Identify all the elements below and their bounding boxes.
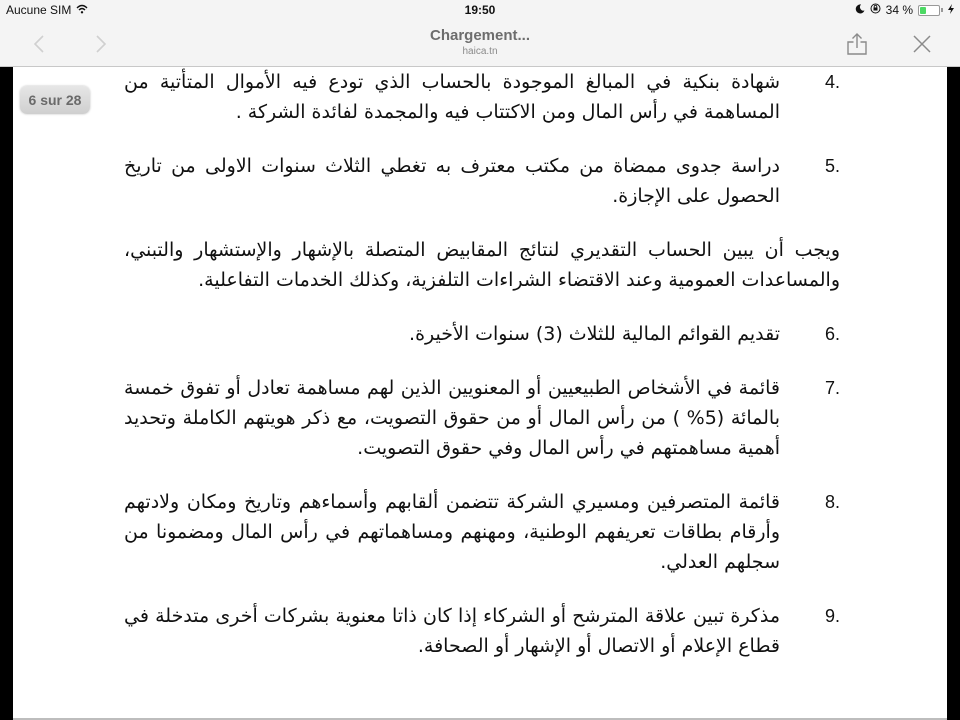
item-text: دراسة جدوى ممضاة من مكتب معترف به تغطي الثلاث سنوات الاولى من تاريخ الحصول على الإجازة.	[124, 155, 780, 207]
item-number: 4.	[824, 72, 840, 92]
list-item-4	[124, 67, 840, 127]
page-title: Chargement...	[429, 27, 531, 44]
list-item-6	[124, 319, 840, 349]
rotation-lock-icon	[870, 3, 881, 17]
list-item-5	[124, 151, 840, 211]
pdf-viewer[interactable]	[0, 67, 960, 720]
chevron-right-icon	[86, 30, 114, 58]
list-item-8	[124, 487, 840, 577]
item-text: قائمة في الأشخاص الطبيعيين أو المعنويين الذين لهم مساهمة تعادل أو تفوق خمسة بالمائة (5% ) من رأس المال أو من حقوق التصويت، مع ذكر هويتهم الكاملة وتحديد أهمية مساهمتهم في رأس المال وفي حقوق التصويت.	[124, 377, 780, 459]
item-text: مذكرة تبين علاقة المترشح أو الشركاء إذا كان ذاتا معنوية بشركات أخرى متدخلة في قطاع الإعلام أو الاتصال أو الإشهار أو الصحافة.	[124, 605, 780, 657]
item-text: قائمة المتصرفين ومسيري الشركة تتضمن ألقابهم وأسماءهم وتاريخ ومكان ولادتهم وأرقام بطاقات تعريفهم الوطنية، ومهنهم ومساهماتهم في رأس المال ومضمونا من سجلهم العدلي.	[124, 491, 780, 573]
page-url[interactable]: haica.tn	[462, 46, 498, 57]
item-number: 6.	[824, 324, 840, 344]
item-number: 5.	[824, 156, 840, 176]
list-item-7	[124, 373, 840, 463]
status-right	[855, 3, 954, 17]
forward-button[interactable]	[86, 30, 114, 58]
page-indicator: 6 sur 28	[20, 86, 90, 114]
close-button[interactable]	[908, 30, 936, 58]
battery-icon	[918, 5, 940, 16]
share-icon	[843, 30, 871, 58]
item-text: شهادة بنكية في المبالغ الموجودة بالحساب الذي تودع فيه الأموال المتأتية من المساهمة في رأس المال ومن الاكتتاب فيه والمجمدة لفائدة الشركة .	[124, 71, 780, 123]
back-button[interactable]	[26, 30, 54, 58]
close-icon	[908, 30, 936, 58]
document-page	[13, 67, 947, 720]
status-bar	[0, 0, 960, 22]
battery-fill	[920, 7, 926, 14]
item-text: تقديم القوائم المالية للثلاث (3) سنوات الأخيرة.	[409, 323, 780, 345]
status-time: 19:50	[464, 3, 496, 17]
item-number: 7.	[824, 378, 840, 398]
battery-tip	[941, 8, 943, 12]
moon-icon	[855, 3, 865, 17]
item-number: 8.	[824, 492, 840, 512]
carrier-label: Aucune SIM	[6, 3, 72, 17]
body-paragraph: ويجب أن يبين الحساب التقديري لنتائج المقابيض المتصلة بالإشهار والإستشهار والتبني، والمساعدات العمومية وعند الاقتضاء الشراءات التلفزية، وكذلك الخدمات التفاعلية.	[124, 239, 840, 291]
list-item-9	[124, 601, 840, 661]
chevron-left-icon	[26, 30, 54, 58]
browser-toolbar	[0, 22, 960, 67]
item-number: 9.	[824, 606, 840, 626]
battery-percent: 34 %	[885, 3, 913, 17]
charging-bolt-icon	[948, 3, 954, 17]
document-content	[124, 67, 840, 685]
title-block	[0, 27, 960, 57]
share-button[interactable]	[843, 30, 871, 58]
